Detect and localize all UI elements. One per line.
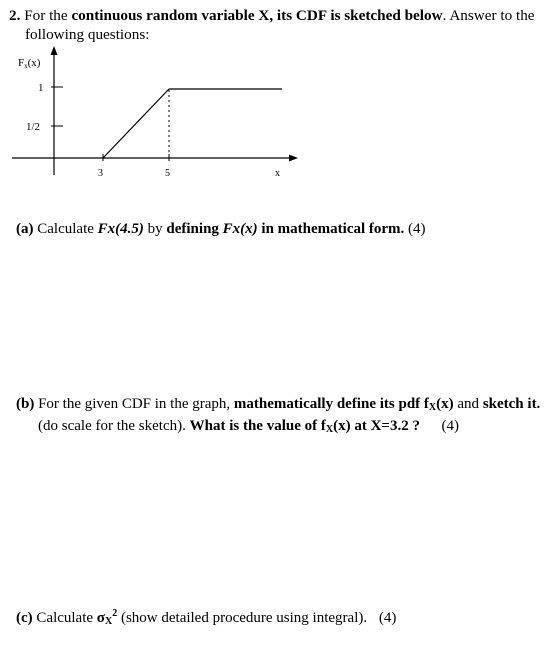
x-axis-arrow — [289, 155, 298, 162]
part-a — [16, 220, 426, 238]
cdf-graph — [0, 40, 330, 190]
question-number: 2. — [9, 7, 21, 24]
cdf-ramp-line — [103, 89, 169, 158]
part-a-label: (a) — [16, 221, 34, 237]
part-b-bold-2: (x) — [436, 396, 454, 412]
part-b — [16, 395, 540, 439]
part-b-label: (b) — [16, 396, 35, 412]
part-c-sigma-sub: X — [104, 616, 113, 627]
y-axis-label-sub: x — [24, 62, 28, 70]
part-b-line2-sub: X — [325, 424, 334, 435]
part-a-marks: (4) — [408, 221, 426, 237]
part-b-text-1: For the given CDF in the graph, — [38, 396, 231, 412]
y-axis-label-f: F — [18, 57, 25, 69]
part-c-text-1: Calculate — [36, 610, 94, 626]
y-axis-label — [18, 57, 41, 70]
question-intro-bold: continuous random variable X, its CDF is sketched below — [71, 7, 443, 24]
part-a-fx-value: Fx(4.5) — [97, 221, 144, 237]
y-tick-half-label: 1/2 — [26, 121, 41, 133]
question-intro-text: For the — [24, 7, 68, 24]
part-b-bold-3: sketch it. — [482, 396, 541, 412]
part-b-line2-bold: What is the value of f — [189, 418, 326, 434]
part-c — [16, 605, 396, 631]
question-intro-tail: . Answer to the — [442, 7, 535, 24]
part-b-line2 — [16, 417, 540, 439]
part-a-bold-2: in mathematical form. — [261, 221, 405, 237]
x-tick-5-label: 5 — [165, 168, 170, 179]
part-b-bold-1: mathematically define its pdf f — [233, 396, 429, 412]
x-tick-3-label: 3 — [98, 168, 103, 179]
question-header — [9, 6, 549, 44]
part-c-sigma: σ — [96, 610, 105, 626]
part-c-sigma-sup: 2 — [112, 608, 118, 619]
y-axis-arrow — [51, 46, 58, 55]
x-axis-label: x — [275, 168, 280, 179]
part-a-text-2: by — [147, 221, 163, 237]
question-intro-line2: following questions: — [25, 26, 150, 43]
part-c-label: (c) — [16, 610, 33, 626]
part-a-bold-1: defining — [166, 221, 219, 237]
part-b-marks: (4) — [441, 418, 459, 434]
part-c-text-2: (show detailed procedure using integral). — [120, 610, 368, 626]
part-b-sub-1: X — [428, 402, 437, 413]
y-tick-1-label: 1 — [38, 82, 44, 94]
part-a-text-1: Calculate — [37, 221, 94, 237]
part-b-line2-text: (do scale for the sketch). — [38, 418, 186, 434]
y-axis-label-tail: (x) — [27, 57, 41, 69]
part-b-line2-bold-2: (x) at X=3.2 ? — [333, 418, 420, 434]
part-c-marks: (4) — [378, 610, 397, 626]
part-a-fx-func: Fx(x) — [222, 221, 258, 237]
part-b-text-2: and — [457, 396, 480, 412]
